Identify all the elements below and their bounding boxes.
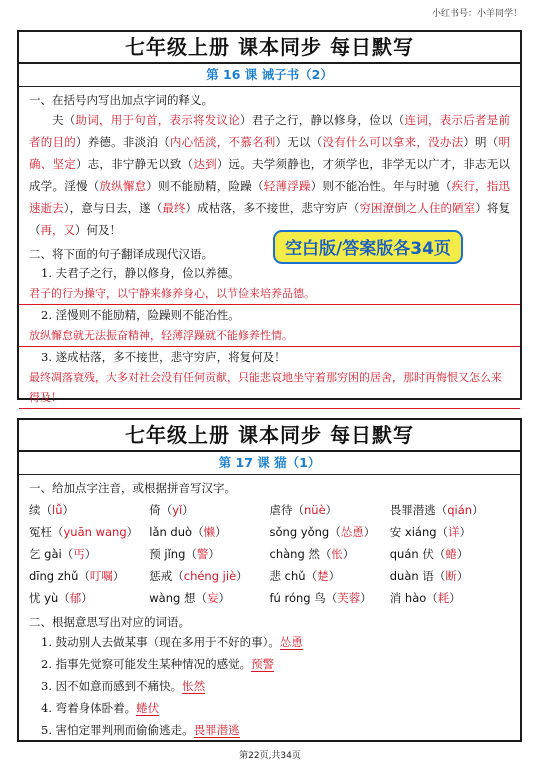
item-bracket: （ bbox=[58, 591, 70, 605]
item-answer: 叮嘱 bbox=[89, 569, 113, 583]
item-bracket: （ bbox=[426, 591, 438, 605]
given-pinyin: hào bbox=[404, 591, 427, 605]
item-prefix: 安 bbox=[389, 525, 405, 539]
vocab-answer: 怂恿 bbox=[279, 635, 303, 649]
definition-answer: 放纵懈怠 bbox=[99, 179, 147, 193]
item-bracket: （ bbox=[192, 525, 204, 539]
item-prefix: 悲 bbox=[269, 569, 285, 583]
given-pinyin: gài bbox=[44, 547, 62, 561]
answer-2: 放纵懈怠就无法振奋精神，轻薄浮躁就不能修养性情。 bbox=[19, 326, 520, 347]
item-prefix: 预 bbox=[149, 547, 165, 561]
item-prefix: 续（ bbox=[29, 503, 52, 517]
passage-text: ）无以（ bbox=[275, 135, 323, 149]
grid-item bbox=[149, 499, 269, 521]
definition-answer: 没有什么可以拿来，没办法 bbox=[322, 135, 464, 149]
item-bracket: ） bbox=[81, 591, 93, 605]
section-heading: 一、在括号内写出加点字词的释义。 bbox=[29, 93, 213, 107]
definition-answer: 助词，用于句首，表示将发议论 bbox=[75, 113, 240, 127]
grid-item bbox=[270, 565, 390, 587]
item-answer: nüè bbox=[304, 503, 326, 517]
item-prefix: 乞 bbox=[29, 547, 45, 561]
grid-item bbox=[390, 521, 510, 543]
given-pinyin: 忧 yù bbox=[29, 591, 59, 605]
card-title: 七年级上册 课本同步 每日默写 bbox=[19, 420, 520, 452]
item-answer: qián bbox=[447, 503, 473, 517]
grid-item bbox=[29, 543, 149, 565]
item-bracket: ） bbox=[472, 503, 484, 517]
item-bracket: （ bbox=[61, 547, 74, 561]
item-prefix: 惩戒（ bbox=[149, 569, 184, 583]
answer-3: 最终凋落衰残，大多对社会没有任何贡献，只能悲哀地坐守着那穷困的居舍，那时再悔恨又怎么来得及！ bbox=[19, 368, 520, 409]
question-3: 3. 遂成枯落，多不接世，悲守穷庐，将复何及！ bbox=[41, 350, 286, 364]
question-1: 1. 夫君子之行，静以修身，俭以养德。 bbox=[41, 266, 240, 280]
given-pinyin: dīng zhǔ bbox=[29, 569, 79, 583]
passage-paragraph bbox=[19, 109, 520, 241]
item-bracket: ） bbox=[360, 591, 372, 605]
item-bracket: （ bbox=[78, 569, 90, 583]
item-prefix: 畏罪潜逃（ bbox=[389, 503, 448, 517]
grid-item bbox=[149, 521, 269, 543]
passage-text: ）志，非宁静无以致（ bbox=[75, 157, 194, 171]
given-pinyin: sǒng yǒng bbox=[269, 525, 330, 539]
lesson-heading: 第 16 课 诫子书（2） bbox=[19, 64, 520, 87]
passage-text: ），意与日去，遂（ bbox=[63, 201, 163, 215]
item-answer: 怂恿 bbox=[340, 525, 364, 539]
item-bracket: ） bbox=[182, 503, 194, 517]
item-bracket: ） bbox=[215, 525, 227, 539]
item-answer: 懒 bbox=[203, 525, 216, 539]
vocab-question: 4. 弯着身体卧着。 bbox=[41, 701, 137, 715]
definition-answer: 达到 bbox=[193, 157, 217, 171]
item-bracket: ） bbox=[328, 569, 341, 583]
passage-text: ）何及！ bbox=[75, 223, 121, 237]
passage-text: 夫（ bbox=[52, 113, 76, 127]
vocab-answer: 怅然 bbox=[182, 679, 206, 693]
grid-item bbox=[29, 521, 149, 543]
grid-item bbox=[390, 543, 510, 565]
item-bracket: 然（ bbox=[304, 547, 332, 561]
passage-text: ）成枯落，多不接世，悲守穷庐（ bbox=[185, 201, 360, 215]
given-pinyin: jǐng bbox=[164, 547, 186, 561]
grid-row bbox=[29, 565, 510, 587]
item-bracket: （ bbox=[305, 569, 318, 583]
grid-item bbox=[270, 543, 390, 565]
lesson16-card bbox=[17, 30, 522, 404]
item-answer: yǐ bbox=[172, 503, 183, 517]
vocab-item bbox=[19, 697, 520, 719]
vocab-item bbox=[19, 719, 520, 741]
grid-item bbox=[149, 587, 269, 609]
vocab-question: 2. 指事先觉察可能发生某种情况的感觉。 bbox=[41, 657, 252, 671]
item-bracket: ） bbox=[236, 569, 248, 583]
page-footer: 第22页,共34页 bbox=[239, 751, 301, 761]
watermark-text: 小红书号：小羊同学！ bbox=[431, 9, 522, 19]
given-pinyin: duàn bbox=[389, 569, 419, 583]
item-bracket: （ bbox=[329, 525, 341, 539]
item-bracket: ） bbox=[342, 547, 355, 561]
item-answer: 警 bbox=[196, 547, 209, 561]
vocab-item bbox=[19, 675, 520, 697]
item-bracket: 鸟（ bbox=[310, 591, 338, 605]
question-2: 2. 淫慢则不能励精，险躁则不能冶性。 bbox=[41, 308, 240, 322]
item-prefix: 虐待（ bbox=[269, 503, 304, 517]
grid-item bbox=[390, 499, 510, 521]
definition-answer: 明确、坚定 bbox=[29, 135, 511, 171]
item-answer: 蜷 bbox=[445, 547, 457, 561]
item-bracket: ） bbox=[449, 591, 461, 605]
vocab-item bbox=[19, 653, 520, 675]
vocab-answer: 蜷伏 bbox=[136, 701, 160, 715]
item-answer: 芙蓉 bbox=[337, 591, 361, 605]
item-answer: yuān wang bbox=[63, 525, 127, 539]
definition-answer: 内心恬淡，不慕名利 bbox=[169, 135, 276, 149]
given-pinyin: quán bbox=[389, 547, 419, 561]
grid-item bbox=[149, 543, 269, 565]
item-bracket: 伏（ bbox=[418, 547, 446, 561]
grid-item bbox=[29, 499, 149, 521]
item-answer: 耗 bbox=[437, 591, 450, 605]
item-answer: 楚 bbox=[317, 569, 329, 583]
vocab-question: 5. 害怕定罪判刑而偷偷逃走。 bbox=[41, 723, 194, 737]
item-prefix: 冤枉（ bbox=[29, 525, 64, 539]
card-title: 七年级上册 课本同步 每日默写 bbox=[19, 32, 520, 64]
section-heading: 二、将下面的句子翻译成现代汉语。 bbox=[29, 247, 213, 261]
pinyin-grid bbox=[19, 497, 520, 609]
given-pinyin: wàng bbox=[149, 591, 181, 605]
vocab-question: 3. 因不如意而感到不痛快。 bbox=[41, 679, 183, 693]
vocab-answer: 预警 bbox=[251, 657, 275, 671]
item-prefix: 消 bbox=[389, 591, 405, 605]
item-answer: 妄 bbox=[206, 591, 219, 605]
grid-item bbox=[29, 565, 149, 587]
definition-answer: 连词，表示后者是前者的目的 bbox=[29, 113, 510, 149]
section-heading: 一、给加点字注音，或根据拼音写汉字。 bbox=[29, 481, 236, 495]
definition-answer: 再，又 bbox=[40, 223, 75, 237]
item-bracket: ） bbox=[126, 525, 139, 539]
definition-answer: 穷困潦倒之人住的陋室 bbox=[359, 201, 476, 215]
lesson-heading: 第 17 课 猫（1） bbox=[19, 452, 520, 475]
definition-answer: 疾行，指迅速逝去 bbox=[29, 179, 511, 215]
lesson17-card bbox=[17, 418, 522, 742]
passage-text: ）明（ bbox=[463, 135, 499, 149]
definition-answer: 轻薄浮躁 bbox=[263, 179, 311, 193]
grid-item bbox=[270, 587, 390, 609]
given-pinyin: lǎn duò bbox=[149, 525, 193, 539]
grid-row bbox=[29, 543, 510, 565]
item-answer: 详 bbox=[448, 525, 460, 539]
item-answer: 郁 bbox=[69, 591, 82, 605]
grid-item bbox=[270, 521, 390, 543]
vocab-list bbox=[19, 631, 520, 741]
grid-row bbox=[29, 499, 510, 521]
definition-answer: 最终 bbox=[162, 201, 186, 215]
item-answer: chéng jiè bbox=[183, 569, 237, 583]
vocab-answer: 畏罪潜逃 bbox=[193, 723, 240, 737]
item-bracket: ） bbox=[456, 569, 469, 583]
item-bracket: ） bbox=[325, 503, 338, 517]
item-bracket: （ bbox=[185, 547, 197, 561]
grid-item bbox=[390, 565, 510, 587]
grid-item bbox=[390, 587, 510, 609]
grid-row bbox=[29, 521, 510, 543]
item-bracket: ） bbox=[112, 569, 125, 583]
item-bracket: （ bbox=[436, 525, 449, 539]
item-bracket: ） bbox=[218, 591, 230, 605]
item-prefix: 倚（ bbox=[149, 503, 173, 517]
passage-text: ）远。夫学须静也，才须学也，非学无以广才，非志无以成学。淫慢（ bbox=[29, 157, 511, 193]
item-bracket: ） bbox=[62, 503, 74, 517]
section-heading: 二、根据意思写出对应的词语。 bbox=[29, 615, 190, 629]
item-answer: 丐 bbox=[73, 547, 85, 561]
item-answer: 怅 bbox=[331, 547, 343, 561]
passage-text: ）养德。非淡泊（ bbox=[75, 135, 170, 149]
grid-item bbox=[149, 565, 269, 587]
given-pinyin: chǔ bbox=[284, 569, 306, 583]
given-pinyin: fú róng bbox=[269, 591, 311, 605]
item-bracket: ） bbox=[456, 547, 469, 561]
answer-1: 君子的行为操守，以宁静来修养身心，以节俭来培养品德。 bbox=[19, 284, 520, 305]
item-bracket: 语（ bbox=[418, 569, 446, 583]
grid-item bbox=[29, 587, 149, 609]
grid-item bbox=[270, 499, 390, 521]
item-answer: lǚ bbox=[52, 503, 63, 517]
passage-text: ）君子之行，静以修身，俭以（ bbox=[240, 113, 405, 127]
item-bracket: 想（ bbox=[180, 591, 207, 605]
vocab-question: 1. 鼓动别人去做某事（现在多用于不好的事）。 bbox=[41, 635, 280, 649]
passage-text: ）将复（ bbox=[29, 201, 511, 237]
passage-text: ）则不能冶性。年与时驰（ bbox=[310, 179, 452, 193]
given-pinyin: chàng bbox=[269, 547, 305, 561]
passage-text: ）则不能励精，险躁（ bbox=[146, 179, 264, 193]
grid-row bbox=[29, 587, 510, 609]
item-bracket: ） bbox=[363, 525, 376, 539]
vocab-item bbox=[19, 631, 520, 653]
given-pinyin: xiáng bbox=[404, 525, 437, 539]
item-answer: 断 bbox=[445, 569, 457, 583]
promo-banner: 空白版/答案版各34页 bbox=[273, 230, 463, 264]
item-bracket: ） bbox=[84, 547, 97, 561]
item-bracket: ） bbox=[459, 525, 472, 539]
item-bracket: ） bbox=[208, 547, 220, 561]
